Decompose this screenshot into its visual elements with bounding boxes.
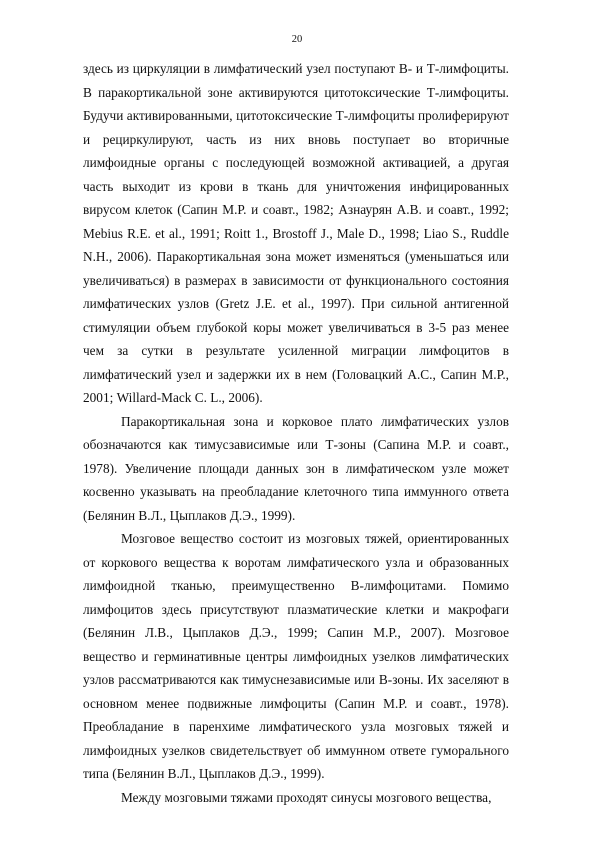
page-body [83,57,509,809]
paragraph-continued: здесь из циркуляции в лимфатический узел поступают В- и Т-лимфоциты. В паракортикальной зоне активируются цитотоксические Т-лимфоциты. Будучи активированными, цитотоксические Т-лимфоциты пролиферируют и рециркулируют, часть из них вновь поступает во вторичные лимфоидные органы с последующей возможной активацией, а другая часть выходит из крови в ткань для уничтожения инфицированных вирусом клеток (Сапин М.Р. и соавт., 1982; Азнаурян А.В. и соавт., 1992; Mebius R.E. et al., 1991; Roitt 1., Brostoff J., Male D., 1998; Liao S., Ruddle N.H., 2006). Паракортикальная зона может изменяться (уменьшаться или увеличиваться) в размерах в зависимости от функционального состояния лимфатических узлов (Gretz J.E. et al., 1997). При сильной антигенной стимуляции объем глубокой коры может увеличиваться в 3-5 раз менее чем за сутки в результате усиленной миграции лимфоцитов в лимфатический узел и задержки их в нем (Головацкий А.С., Сапин М.Р., 2001; Willard-Mack C. L., 2006). [83,61,509,405]
paragraph-medullary-sinuses: Между мозговыми тяжами проходят синусы мозгового вещества, [121,789,492,805]
page-number: 20 [291,34,303,45]
paragraph-paracortical-zone: Паракортикальная зона и корковое плато лимфатических узлов обозначаются как тимусзависимые или Т-зоны (Сапина М.Р. и соавт., 1978). Увеличение площади данных зон в лимфатическом узле может косвенно указывать на преобладание клеточного типа иммунного ответа (Белянин В.Л., Цыплаков Д.Э., 1999). [83,413,509,523]
paragraph-medulla: Мозговое вещество состоит из мозговых тяжей, ориентированных от коркового вещества к воротам лимфатического узла и образованных лимфоидной тканью, преимущественно В-лимфоцитами. Помимо лимфоцитов здесь присутствуют плазматические клетки и макрофаги (Белянин Л.В., Цыплаков Д.Э., 1999; Сапин М.Р., 2007). Мозговое вещество и герминативные центры лимфоидных узелков лимфатических узлов рассматриваются как тимуснезависимые или В-зоны. Их заселяют в основном менее подвижные лимфоциты (Сапин М.Р. и соавт., 1978). Преобладание в паренхиме лимфатического узла мозговых тяжей и лимфоидных узелков свидетельствует об иммунном ответе гуморального типа (Белянин В.Л., Цыплаков Д.Э., 1999). [83,531,509,781]
